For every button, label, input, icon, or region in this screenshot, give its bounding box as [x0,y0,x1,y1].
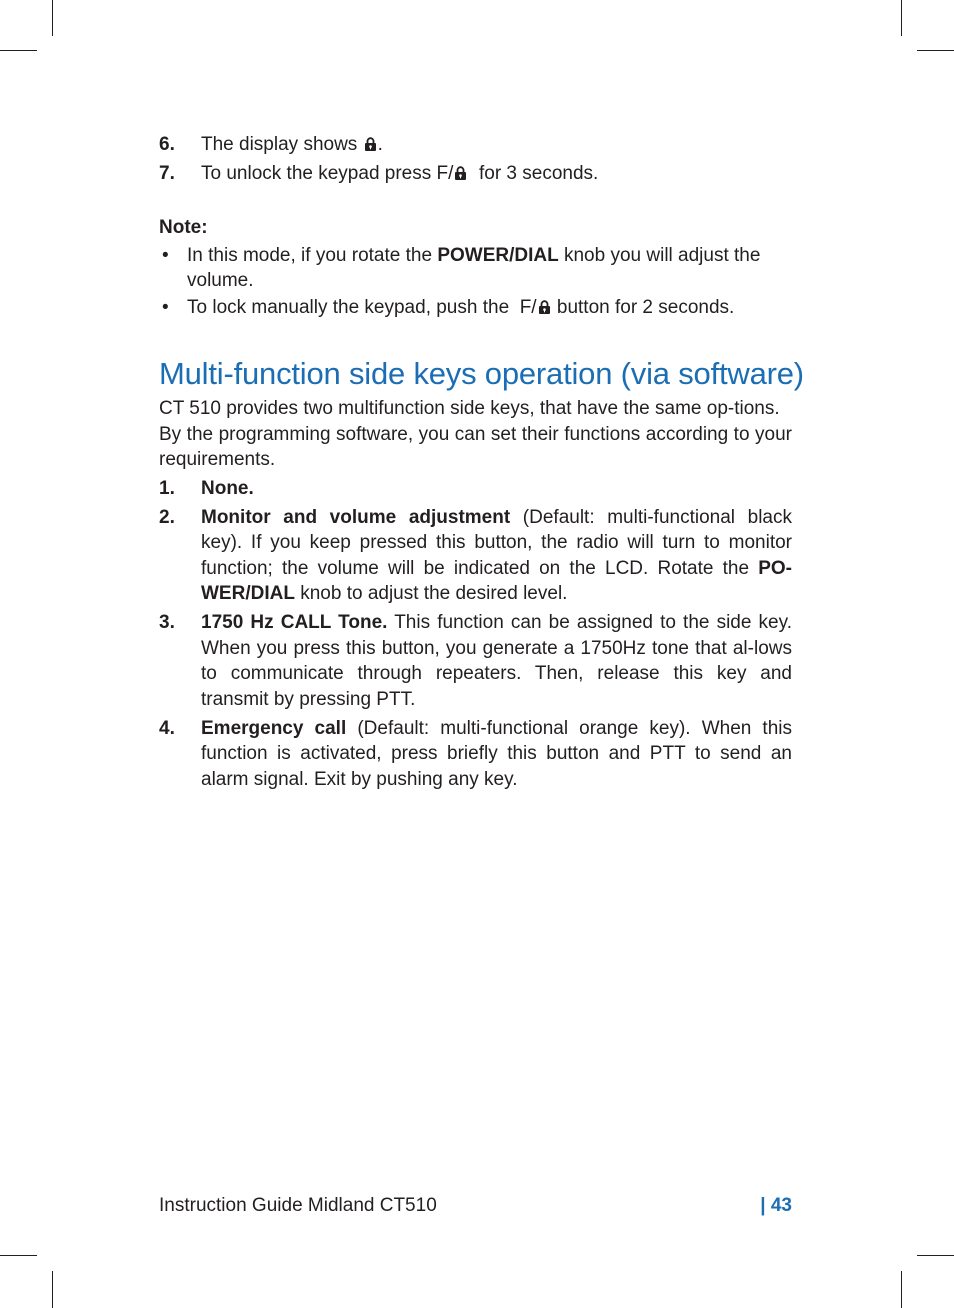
page-footer [159,1195,792,1217]
list-item [159,716,792,793]
item-text: 1750 Hz CALL Tone. This function can be assigned to the side key. When you press this button, you generate a 1750Hz tone that al-lows to communicate through repeaters. Then, release this key and transmit by pressing PTT. [201,612,792,710]
crop-mark [917,50,954,51]
crop-mark [901,0,902,36]
list-item [159,610,792,712]
lock-icon [364,137,377,151]
item-number: 2. [159,506,175,528]
step-7 [159,161,792,187]
item-text: None. [201,477,254,499]
note-bullet [159,243,792,294]
crop-mark [0,1255,37,1256]
footer-title: Instruction Guide Midland CT510 [159,1195,437,1216]
crop-mark [917,1255,954,1256]
lock-icon [538,300,551,314]
item-text: Monitor and volume adjustment (Default: multi-functional black key). If you keep pressed this button, the radio will turn to monitor function; the volume will be indicated on the LCD. Rotate the PO-WER/DIAL knob to adjust the desired level. [201,506,792,604]
item-number: 1. [159,477,175,499]
step-text: To unlock the keypad press F/ for 3 seconds. [201,163,599,184]
step-text: The display shows . [201,134,383,155]
bullet-symbol: • [162,296,169,318]
note-text: In this mode, if you rotate the POWER/DIAL knob you will adjust the volume. [187,244,761,291]
note-text: To lock manually the keypad, push the F/ button for 2 seconds. [187,296,735,318]
crop-mark [901,1271,902,1308]
note-bullet [159,295,792,321]
item-number: 4. [159,717,175,739]
page-content [159,132,804,796]
bullet-symbol: • [162,244,169,266]
section-intro: By the programming software, you can set their functions according to your requirements. [159,423,792,470]
item-number: 3. [159,612,175,633]
note-title: Note: [159,217,208,238]
step-number: 7. [159,163,175,184]
crop-mark [52,1271,53,1308]
item-text: Emergency call (Default: multi-functional orange key). When this function is activated, press briefly this button and PTT to send an alarm signal. Exit by pushing any key. [201,717,792,790]
step-number: 6. [159,134,175,155]
page-number: | 43 [760,1195,792,1216]
lock-icon [454,166,467,180]
list-item [159,505,792,607]
section-heading: Multi-function side keys operation (via software) [159,356,804,391]
crop-mark [52,0,53,36]
function-list [159,476,792,793]
section-intro: CT 510 provides two multifunction side keys, that have the same op-tions. [159,398,780,419]
step-6 [159,132,792,158]
crop-mark [0,50,37,51]
list-item [159,476,792,502]
